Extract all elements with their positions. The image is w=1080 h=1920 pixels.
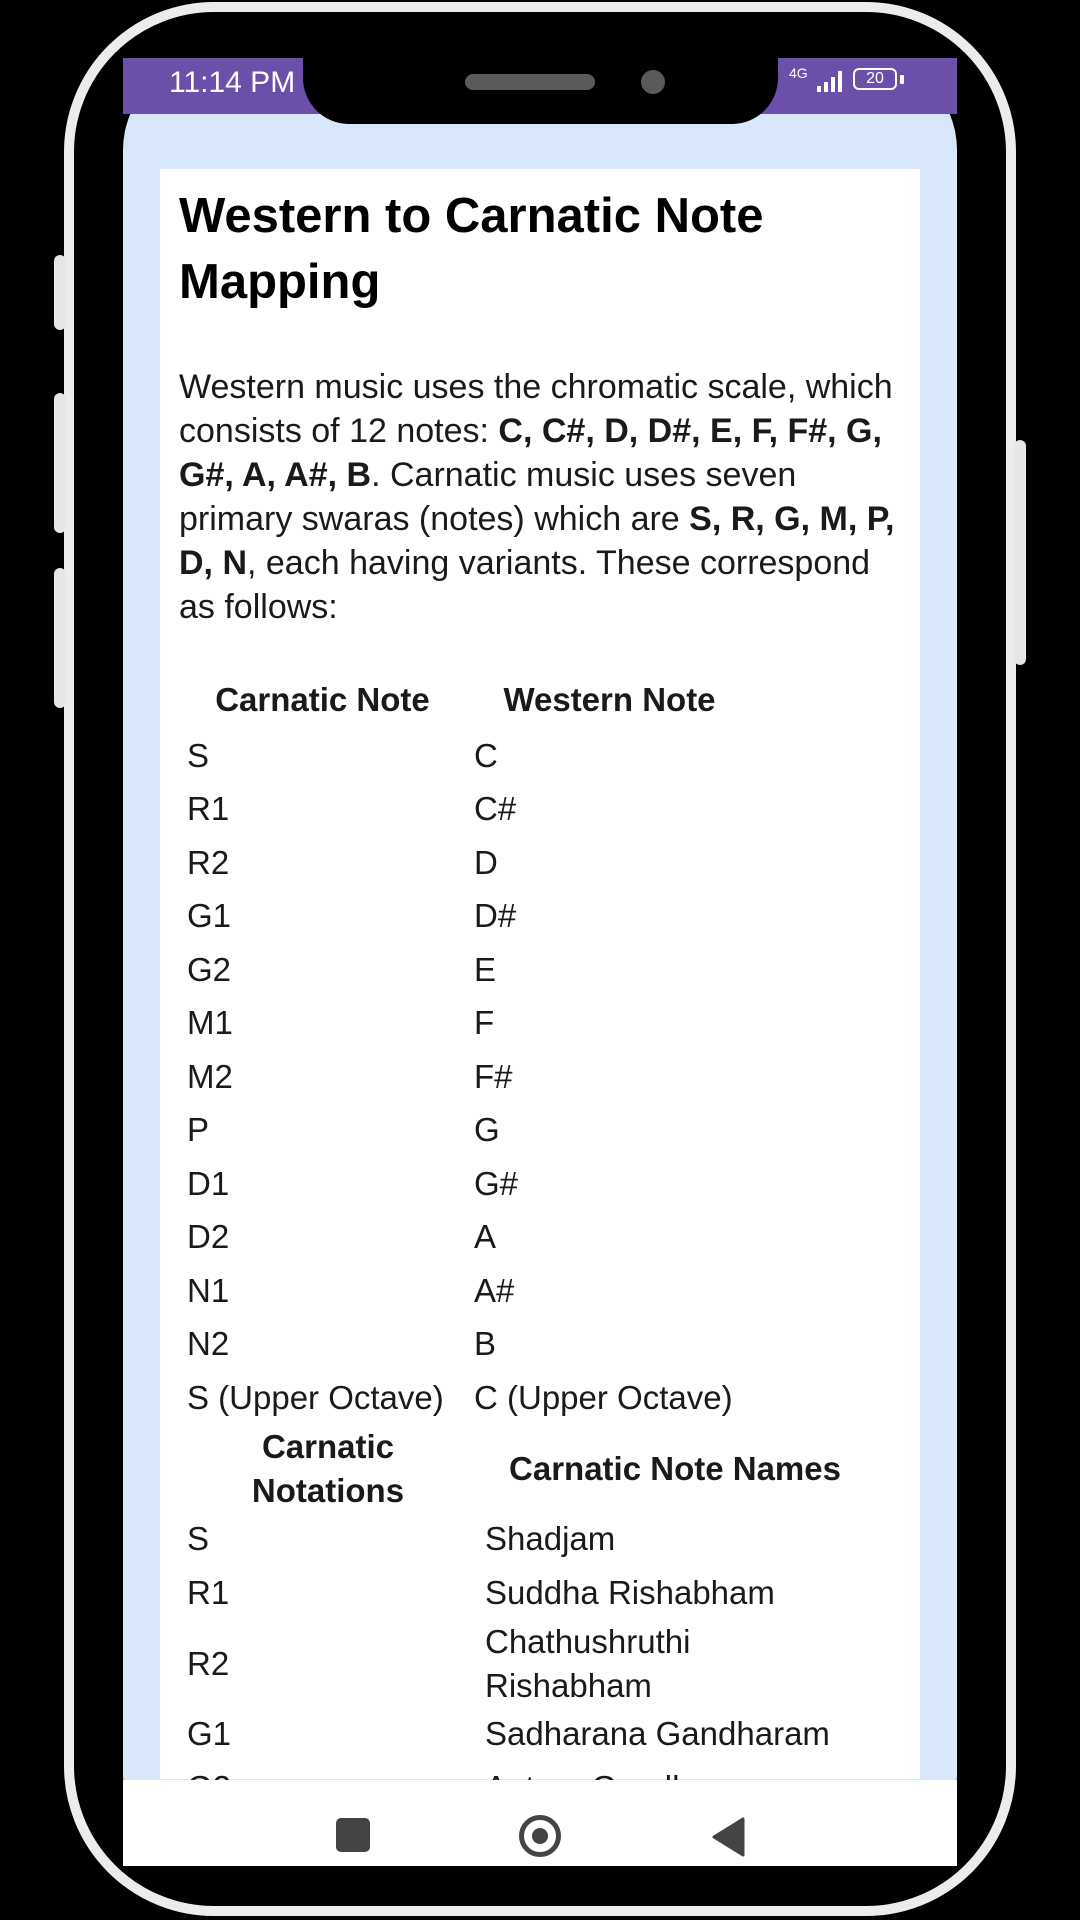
square-icon[interactable] [336, 1818, 370, 1852]
table-cell: D1 [187, 1164, 230, 1202]
home-dot [532, 1828, 548, 1844]
table-cell: M1 [187, 1004, 233, 1042]
table-row [179, 1513, 873, 1567]
table-header-row [179, 1425, 873, 1513]
table-cell: Shadjam [485, 1520, 616, 1558]
table-row [179, 729, 753, 783]
table-row [179, 997, 753, 1051]
column-header: Western Note [503, 681, 716, 718]
table-row [179, 1566, 873, 1620]
table-row [179, 890, 753, 944]
table-cell: C# [474, 790, 517, 828]
table-cell: E [474, 950, 497, 988]
table-cell: S (Upper Octave) [187, 1378, 444, 1416]
table-cell: Chathushruthi Rishabham [485, 1622, 691, 1704]
intro-text: Western music uses the chromatic scale, which consists of 12 notes: [179, 368, 893, 450]
table-cell: R1 [187, 1573, 230, 1611]
table-header-row [179, 671, 753, 729]
circle-icon[interactable] [519, 1815, 561, 1857]
table-row [179, 1264, 753, 1318]
table-cell: A [474, 1218, 497, 1256]
camera-notch [303, 58, 778, 124]
navigation-bar [123, 1780, 957, 1866]
table-cell: R1 [187, 790, 230, 828]
table-cell: C [474, 736, 498, 774]
table-cell: P [187, 1111, 210, 1149]
column-header: Carnatic Notations [251, 1427, 405, 1509]
table-cell: R2 [187, 843, 230, 881]
table-cell: D [474, 843, 498, 881]
table-cell: N1 [187, 1271, 230, 1309]
table-cell: B [474, 1325, 497, 1363]
table-cell: R2 [187, 1644, 230, 1682]
intro-paragraph [179, 365, 901, 629]
table-cell: G1 [187, 1715, 232, 1753]
phone-side-button [54, 255, 66, 330]
network-type-label: 4G [789, 65, 808, 81]
phone-screen [123, 58, 957, 1866]
table-cell: D2 [187, 1218, 230, 1256]
battery-tip [900, 75, 904, 84]
table-row [179, 783, 753, 837]
signal-icon [817, 70, 847, 92]
table-row [179, 1104, 753, 1158]
table-cell: F [474, 1004, 495, 1042]
page-title: Western to Carnatic Note Mapping [179, 189, 764, 309]
table-cell: G1 [187, 897, 232, 935]
table-row [179, 1157, 753, 1211]
article-content[interactable] [160, 169, 920, 1779]
phone-side-button [1014, 440, 1026, 665]
table-row [179, 943, 753, 997]
table-cell: S [187, 736, 210, 774]
intro-western-notes: C, C#, D, D#, E, F, F#, G, G#, A, A#, B [179, 412, 882, 494]
note-mapping-table [179, 671, 753, 1425]
status-time: 11:14 PM [169, 66, 296, 99]
table-row [179, 1318, 753, 1372]
phone-side-button [54, 393, 66, 533]
table-row [179, 1211, 753, 1265]
table-cell: Suddha Rishabham [485, 1573, 775, 1611]
table-cell: D# [474, 897, 517, 935]
front-camera [641, 70, 665, 94]
table-cell: G2 [187, 950, 232, 988]
table-cell: C (Upper Octave) [474, 1378, 733, 1416]
table-cell: N2 [187, 1325, 230, 1363]
table-cell: G# [474, 1164, 519, 1202]
triangle-back-icon[interactable] [711, 1817, 745, 1857]
table-cell: G [474, 1111, 500, 1149]
table-cell: F# [474, 1057, 513, 1095]
table-cell: A# [474, 1271, 515, 1309]
phone-side-button [54, 568, 66, 708]
note-names-table [179, 1425, 873, 1815]
speaker-grille [465, 74, 595, 90]
table-row [179, 1620, 873, 1708]
column-header: Carnatic Note Names [509, 1449, 841, 1487]
battery-icon: 20 [853, 68, 897, 90]
table-cell: S [187, 1520, 210, 1558]
table-row [179, 836, 753, 890]
table-row [179, 1371, 753, 1425]
intro-text: , each having variants. These correspond as follows: [179, 544, 871, 626]
intro-swaras: S, R, G, M, P, D, N [179, 500, 895, 582]
intro-text: . Carnatic music uses seven primary swaras (notes) which are [179, 456, 797, 538]
table-cell: M2 [187, 1057, 233, 1095]
column-header: Carnatic Note [215, 681, 430, 718]
table-cell: Sadharana Gandharam [485, 1715, 830, 1753]
table-row [179, 1050, 753, 1104]
table-row [179, 1708, 873, 1762]
